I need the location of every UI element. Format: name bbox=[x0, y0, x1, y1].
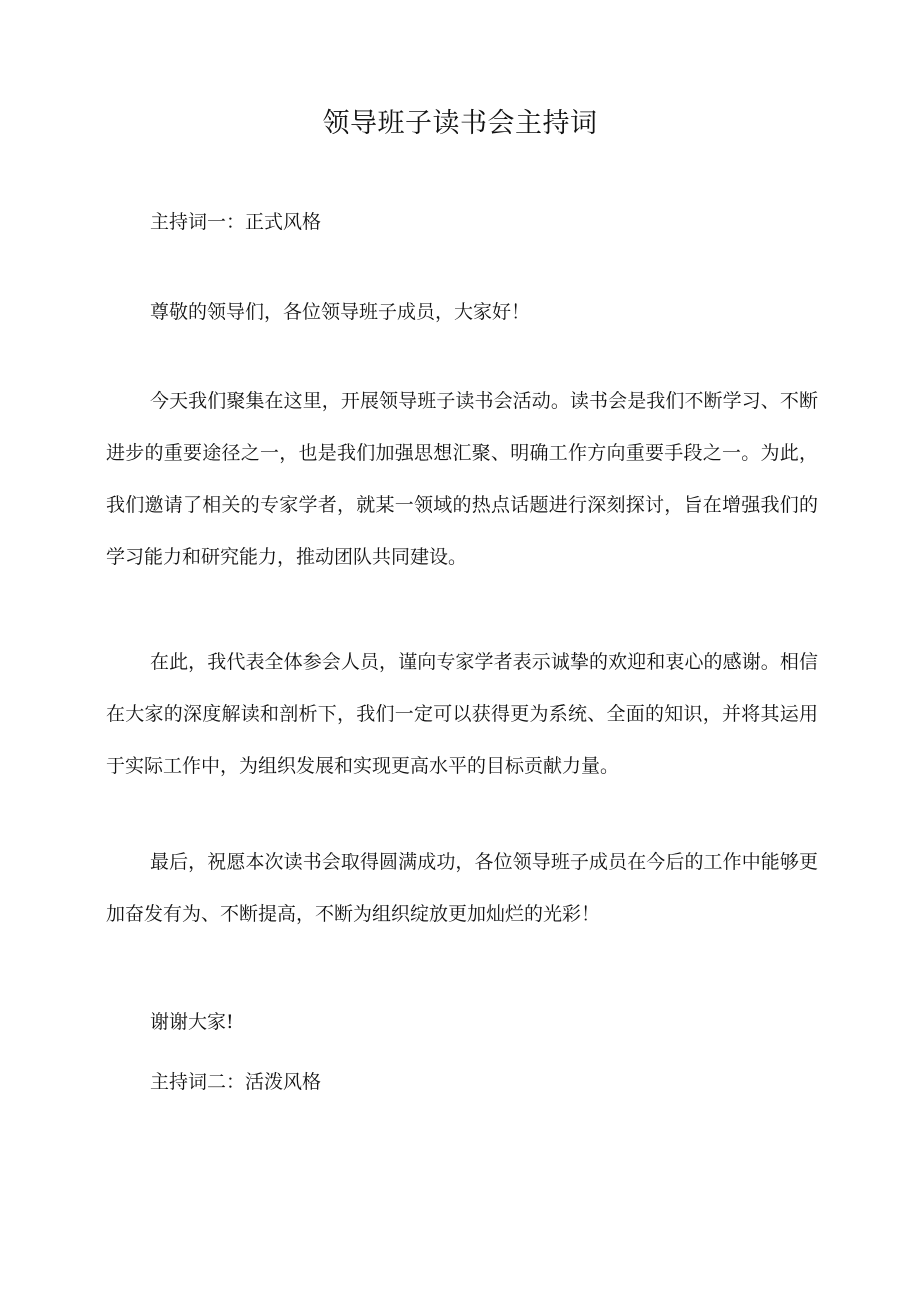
document-title: 领导班子读书会主持词 bbox=[322, 108, 598, 139]
closing-paragraph: 最后，祝愿本次读书会取得圆满成功，各位领导班子成员在今后的工作中能够更加奋发有为、不断提高，不断为组织绽放更加灿烂的光彩！ bbox=[106, 851, 818, 925]
thanks-line: 谢谢大家! bbox=[150, 1011, 234, 1033]
greeting-paragraph: 尊敬的领导们，各位领导班子成员，大家好！ bbox=[150, 301, 531, 323]
section-heading-lively: 主持词二：活泼风格 bbox=[150, 1071, 322, 1093]
welcome-paragraph: 在此，我代表全体参会人员，谨向专家学者表示诚挚的欢迎和衷心的感谢。相信在大家的深度解读和剖析下，我们一定可以获得更为系统、全面的知识，并将其运用于实际工作中，为组织发展和实现更高水平的目标贡献力量。 bbox=[106, 651, 818, 777]
intro-paragraph: 今天我们聚集在这里，开展领导班子读书会活动。读书会是我们不断学习、不断进步的重要途径之一，也是我们加强思想汇聚、明确工作方向重要手段之一。为此，我们邀请了相关的专家学者，就某一领域的热点话题进行深刻探讨，旨在增强我们的学习能力和研究能力，推动团队共同建设。 bbox=[106, 390, 818, 568]
section-heading-formal: 主持词一：正式风格 bbox=[150, 211, 322, 233]
